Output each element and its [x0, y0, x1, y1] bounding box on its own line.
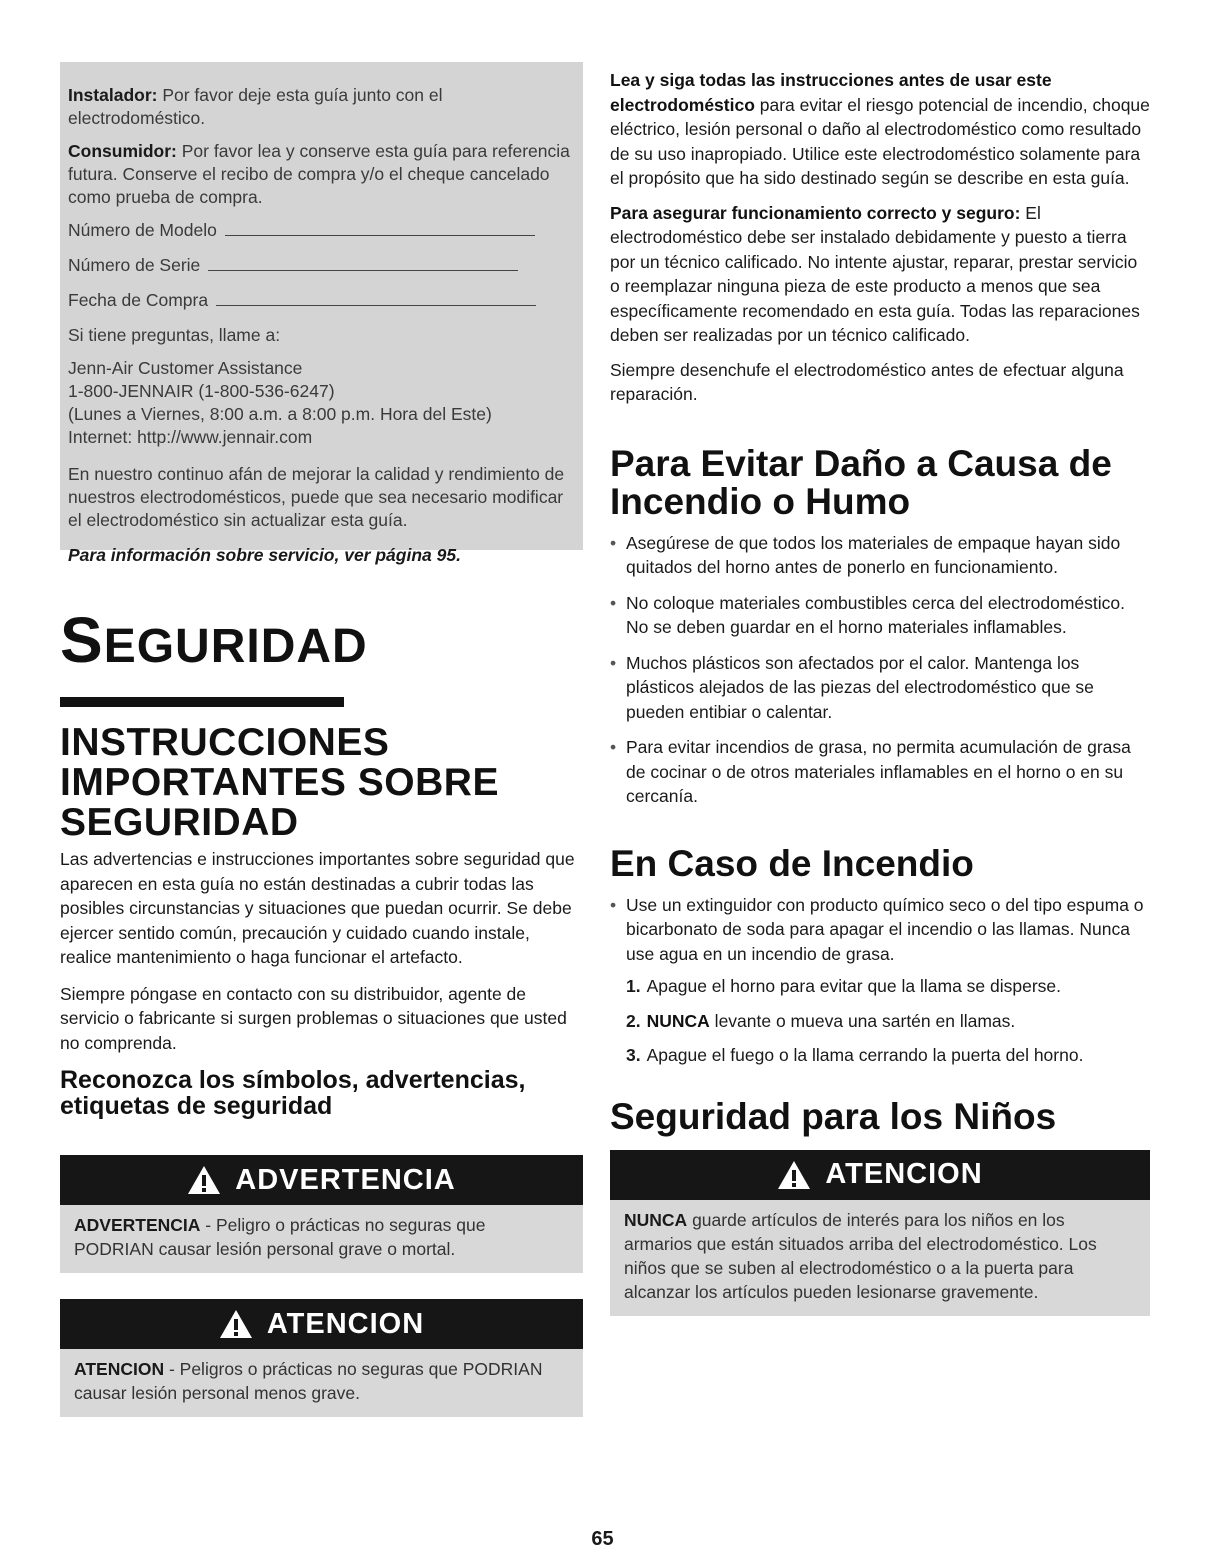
contact-phone: 1-800-JENNAIR (1-800-536-6247) — [68, 381, 335, 401]
owner-info-box — [60, 62, 583, 565]
right-column — [610, 68, 1150, 1316]
child-caution-box — [610, 1150, 1150, 1316]
warning-box — [60, 1155, 583, 1273]
unplug-paragraph: Siempre desenchufe el electrodoméstico antes de efectuar alguna reparación. — [610, 359, 1124, 404]
consumer-note: Consumidor: Por favor lea y conserve esta guía para referencia futura. Conserve el recibo de compra y/o el cheque cancelado como prueba de compra. — [68, 141, 570, 207]
left-column — [60, 62, 583, 1417]
list-item: • Asegúrese de que todos los materiales de empaque hayan sido quitados del horno antes de ponerlo en funcionamiento. — [610, 531, 1150, 580]
list-item: • Para evitar incendios de grasa, no permita acumulación de grasa de cocinar o de otros materiales inflamables en el horno o en su cercanía. — [610, 735, 1150, 809]
child-caution-text: NUNCA guarde artículos de interés para los niños en los armarios que están situados arriba del electrodoméstico. Los niños que se suben al electrodoméstico o a la puerta para alcanzar los artículos pueden lesionarse gravemente. — [624, 1209, 1097, 1302]
warning-triangle-icon — [187, 1165, 221, 1195]
page-title: SEGURIDAD — [60, 604, 368, 676]
ensure-operation-paragraph: Para asegurar funcionamiento correcto y seguro: El electrodoméstico debe ser instalado debidamente y puesto a tierra por un técnico calificado. No intente ajustar, reparar, prestar servicio o reemplazar ninguna pieza de este producto a menos que sea específicamente recomendado en esta guía. Todas las reparaciones deben ser realizadas por un técnico calificado. — [610, 202, 1140, 345]
purchase-date-field: Fecha de Compra — [68, 289, 571, 312]
title-rule — [60, 697, 344, 707]
caution-box — [60, 1299, 583, 1417]
model-number-field: Número de Modelo — [68, 219, 571, 242]
installer-note: Instalador: Por favor deje esta guía junto con el electrodoméstico. — [68, 85, 443, 128]
fire-smoke-heading: Para Evitar Daño a Causa de Incendio o Humo — [610, 442, 1112, 522]
safety-intro-paragraph: Las advertencias e instrucciones importantes sobre seguridad que aparecen en esta guía no están destinadas a cubrir todas las posibles circunstancias y situaciones que puedan ocurrir. Se debe ejercer sentido común, precaución y cuidado cuando instale, realice mantenimiento o haga funcionar el artefacto. — [60, 849, 575, 967]
contact-internet: Internet: http://www.jennair.com — [68, 427, 313, 447]
caution-triangle-icon — [777, 1160, 811, 1190]
questions-text: Si tiene preguntas, llame a: — [68, 325, 281, 345]
caution-text: ATENCION - Peligros o prácticas no seguras que PODRIAN causar lesión personal menos grave. — [74, 1359, 543, 1403]
contact-hours: (Lunes a Viernes, 8:00 a.m. a 8:00 p.m. Hora del Este) — [68, 404, 492, 424]
list-item: • Use un extinguidor con producto químico seco o del tipo espuma o bicarbonato de soda para apagar el incendio o las llamas. Nunca use agua en un incendio de grasa. — [610, 893, 1150, 967]
child-caution-header: ATENCION — [610, 1150, 1150, 1200]
service-reference: Para información sobre servicio, ver página 95. — [68, 545, 461, 565]
fire-bullet-list — [610, 531, 1150, 809]
serial-number-field: Número de Serie — [68, 254, 571, 277]
warning-header: ADVERTENCIA — [60, 1155, 583, 1205]
purchase-date-line — [216, 305, 536, 306]
list-item: • No coloque materiales combustibles cerca del electrodoméstico. No se deben guardar en el horno materiales inflamables. — [610, 591, 1150, 640]
step-item: 3. Apague el fuego o la llama cerrando la puerta del horno. — [626, 1045, 1084, 1065]
fire-steps-list — [610, 974, 1150, 1068]
serial-number-line — [208, 270, 518, 271]
contact-info — [68, 357, 571, 449]
in-case-bullet-list — [610, 893, 1150, 967]
page-number: 65 — [591, 1528, 614, 1550]
contact-dealer-paragraph: Siempre póngase en contacto con su distribuidor, agente de servicio o fabricante si surgen problemas o situaciones que usted no comprenda. — [60, 983, 567, 1053]
caution-triangle-icon — [219, 1309, 253, 1339]
in-case-of-fire-heading: En Caso de Incendio — [610, 842, 974, 884]
warning-text: ADVERTENCIA - Peligro o prácticas no seguras que PODRIAN causar lesión personal grave o mortal. — [74, 1215, 486, 1259]
step-item: 2. NUNCA levante o mueva una sartén en llamas. — [626, 1010, 1016, 1031]
list-item: • Muchos plásticos son afectados por el calor. Mantenga los plásticos alejados de las piezas del electrodoméstico que se pueden entibiar o calentar. — [610, 651, 1150, 725]
caution-header: ATENCION — [60, 1299, 583, 1349]
contact-name: Jenn-Air Customer Assistance — [68, 358, 303, 378]
model-number-line — [225, 235, 535, 236]
step-item: 1. Apague el horno para evitar que la llama se disperse. — [626, 976, 1062, 996]
read-instructions-paragraph: Lea y siga todas las instrucciones antes de usar este electrodoméstico para evitar el riesgo potencial de incendio, choque eléctrico, lesión personal o daño al electrodoméstico como resultado de su uso inapropiado. Utilice este electrodoméstico solamente para el propósito que ha sido destinado según se describe en esta guía. — [610, 70, 1150, 188]
symbols-heading: Reconozca los símbolos, advertencias, etiquetas de seguridad — [60, 1066, 526, 1120]
improvement-note: En nuestro continuo afán de mejorar la calidad y rendimiento de nuestros electrodomésticos, puede que sea necesario modificar el electrodoméstico sin actualizar esta guía. — [68, 464, 565, 530]
section-subtitle: INSTRUCCIONES IMPORTANTES SOBRE SEGURIDAD — [60, 721, 499, 844]
child-safety-heading: Seguridad para los Niños — [610, 1095, 1057, 1137]
